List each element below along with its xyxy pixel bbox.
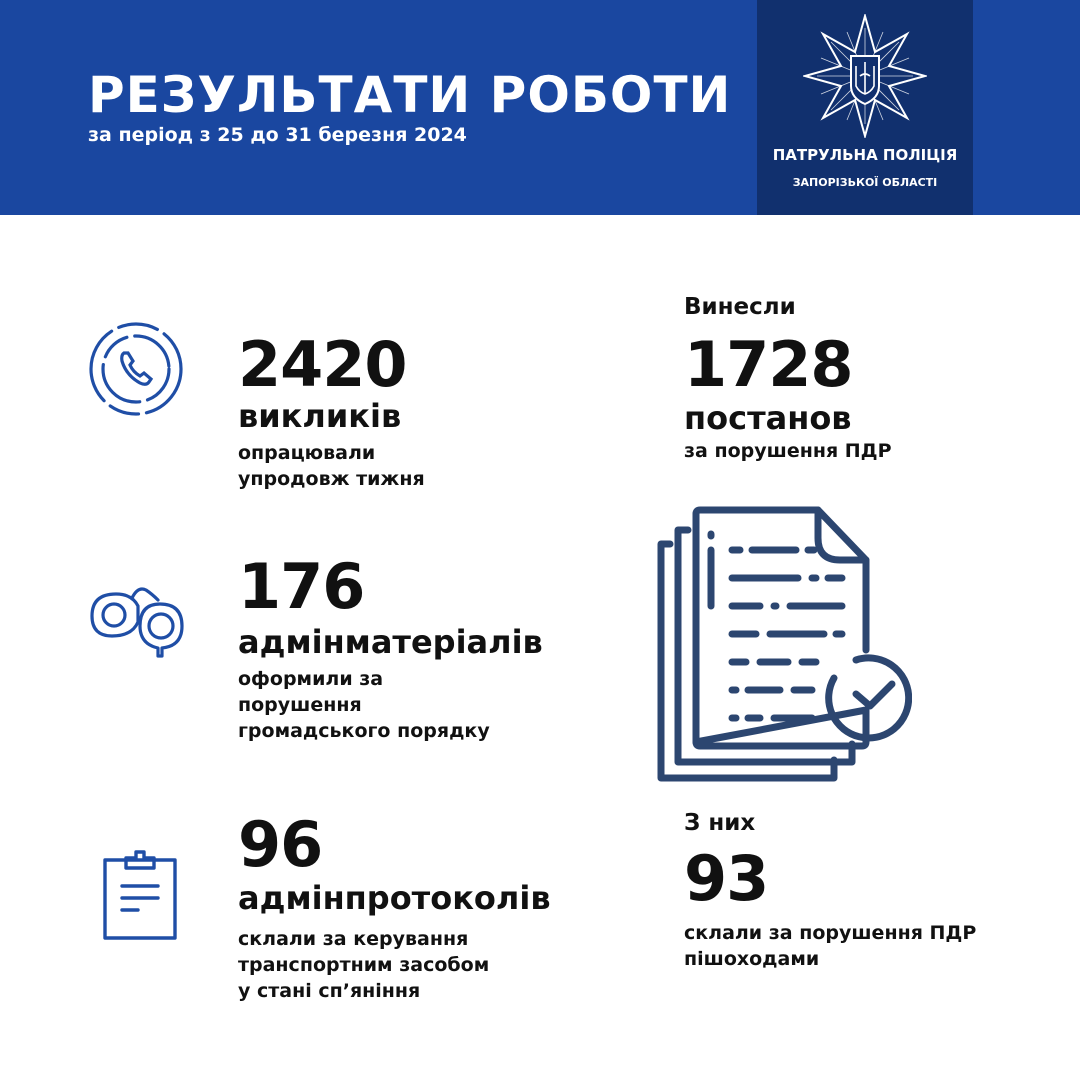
resolutions-desc: за порушення ПДР	[684, 440, 892, 462]
protocols-unit: адмінпротоколів	[238, 879, 551, 917]
badge-region: ЗАПОРІЗЬКОЇ ОБЛАСТІ	[792, 176, 938, 189]
materials-number: 176	[238, 550, 365, 623]
documents-check-icon	[656, 498, 912, 784]
page-title: РЕЗУЛЬТАТИ РОБОТИ	[88, 66, 732, 124]
calls-desc-line1: опрацювали	[238, 442, 376, 464]
period-subtitle: за період з 25 до 31 березня 2024	[88, 124, 467, 146]
handcuffs-icon	[88, 580, 186, 660]
protocols-desc-line2: транспортним засобом	[238, 954, 490, 976]
header-banner	[0, 0, 1080, 215]
clipboard-icon	[102, 848, 178, 942]
calls-number: 2420	[238, 328, 407, 401]
protocols-desc-line3: у стані сп’яніння	[238, 980, 421, 1002]
phone-icon	[88, 321, 184, 417]
protocols-desc-line1: склали за керування	[238, 928, 469, 950]
police-badge-panel	[757, 0, 973, 215]
pedestrians-lead: З них	[684, 810, 756, 836]
materials-desc-line1: оформили за	[238, 668, 384, 690]
resolutions-unit: постанов	[684, 399, 852, 437]
badge-title: ПАТРУЛЬНА ПОЛІЦІЯ	[772, 146, 958, 164]
pedestrians-desc-line2: пішоходами	[684, 948, 820, 970]
materials-unit: адмінматеріалів	[238, 623, 543, 661]
materials-desc-line2: порушення	[238, 694, 362, 716]
resolutions-number: 1728	[684, 328, 853, 401]
calls-desc-line2: упродовж тижня	[238, 468, 425, 490]
police-star-badge-icon	[803, 14, 927, 138]
resolutions-lead: Винесли	[684, 294, 796, 320]
pedestrians-number: 93	[684, 842, 769, 915]
materials-desc-line3: громадського порядку	[238, 720, 490, 742]
calls-unit: викликів	[238, 397, 402, 435]
protocols-number: 96	[238, 808, 323, 881]
pedestrians-desc-line1: склали за порушення ПДР	[684, 922, 977, 944]
